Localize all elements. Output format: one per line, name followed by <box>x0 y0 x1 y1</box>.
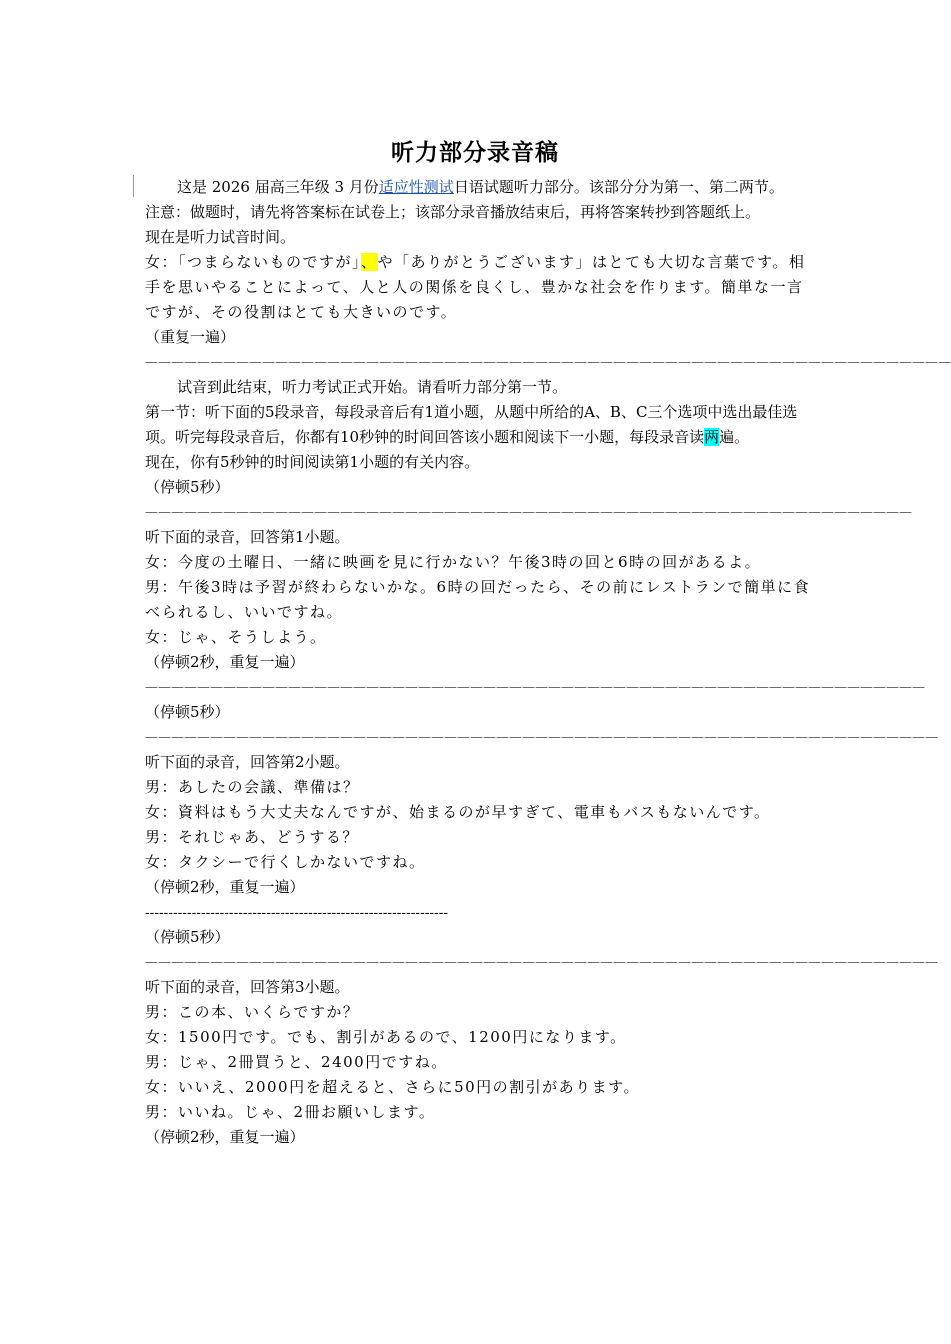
separator-line: ----------------------------------------------------------------- <box>145 904 449 920</box>
q2-line: 男：あしたの会議、準備は？ <box>145 778 360 796</box>
intro-paragraph <box>145 175 815 200</box>
read-time-note: 现在，你有5秒钟的时间阅读第1小题的有关内容。 <box>145 453 480 471</box>
pause-note: （停顿5秒） <box>145 478 230 496</box>
test-name-link[interactable]: 适应性测试 <box>378 178 454 196</box>
pause-repeat-note: （停顿2秒，重复一遍） <box>145 878 305 896</box>
q3-line: 男：じゃ、2冊買うと、2400円ですね。 <box>145 1053 448 1071</box>
separator-line: ——————————————————————————————————————————————————————————— <box>145 505 912 520</box>
q2-line: 女：資料はもう大丈夫なんですが、始まるのが早すぎて、電車もバスもないんです。 <box>145 803 771 821</box>
pause-repeat-note: （停顿2秒，重复一遍） <box>145 653 305 671</box>
pause-note: （停顿5秒） <box>145 703 230 721</box>
q2-line: 女：タクシーで行くしかないですね。 <box>145 853 426 871</box>
separator-line: ————————————————————————————————————————————————————————————— <box>145 955 938 970</box>
trial-end: 试音到此结束，听力考试正式开始。请看听力部分第一节。 <box>177 378 568 396</box>
section1-instructions <box>145 400 815 450</box>
trial-dialogue-part2: や「ありがとうございます」はとても大切な言葉です。相手を思いやることによって、人と人の関係を良くし、豊かな社会を作ります。簡単な一言ですが、その役割はとても大きいのです。 <box>145 253 806 321</box>
section1-instr-before: 第一节：听下面的5段录音，每段录音后有1道小题，从题中所给的A、B、C三个选项中选出最佳选项。听完每段录音后，你都有10秒钟的时间回答该小题和阅读下一小题，每段录音读 <box>145 403 798 446</box>
q2-heading: 听下面的录音，回答第2小题。 <box>145 753 350 771</box>
q3-line: 女：1500円です。でも、割引があるので、1200円になります。 <box>145 1028 627 1046</box>
section1-instr-after: 遍。 <box>719 428 750 446</box>
intro-text-before: 这是 2026 届高三年级 3 月份 <box>177 178 379 196</box>
q3-line: 男：この本、いくらですか？ <box>145 1003 360 1021</box>
document-body <box>145 175 951 1150</box>
note-paragraph: 注意：做题时，请先将答案标在试卷上；该部分录音播放结束后，再将答案转抄到答题纸上。 <box>145 203 761 221</box>
pause-repeat-note: （停顿2秒，重复一遍） <box>145 1128 305 1146</box>
trial-repeat: （重复一遍） <box>145 328 236 346</box>
highlighted-two: 两 <box>704 428 720 446</box>
highlighted-comma: 、 <box>361 253 378 271</box>
q1-line: 男：午後3時は予習が終わらないかな。6時の回だったら、その前にレストランで簡単に食べられるし、いいですね。 <box>145 578 811 621</box>
q2-line: 男：それじゃあ、どうする？ <box>145 828 359 846</box>
intro-text-after: 日语试题听力部分。该部分分为第一、第二两节。 <box>453 178 784 196</box>
q1-line: 女：今度の土曜日、一緒に映画を見に行かない？午後3時の回と6時の回があるよ。 <box>145 553 762 571</box>
margin-cursor-mark <box>133 175 134 197</box>
q3-line: 女：いいえ、2000円を超えると、さらに50円の割引があります。 <box>145 1078 640 1096</box>
trial-dialogue <box>145 250 815 325</box>
trial-start: 现在是听力试音时间。 <box>145 228 296 246</box>
q1-line: 女：じゃ、そうしよう。 <box>145 628 327 646</box>
separator-line: —————————————————————————————————————————————————————————————— <box>145 355 951 370</box>
separator-line: ————————————————————————————————————————————————————————————— <box>145 730 938 745</box>
q3-heading: 听下面的录音，回答第3小题。 <box>145 978 350 996</box>
q1-heading: 听下面的录音，回答第1小题。 <box>145 528 350 546</box>
trial-dialogue-part1: 女：「つまらないものですが」 <box>145 253 362 271</box>
pause-note: （停顿5秒） <box>145 928 230 946</box>
document-title: 听力部分录音稿 <box>391 140 559 166</box>
q3-line: 男：いいね。じゃ、2冊お願いします。 <box>145 1103 436 1121</box>
separator-line: ———————————————————————————————————————————————————————————— <box>145 680 925 695</box>
